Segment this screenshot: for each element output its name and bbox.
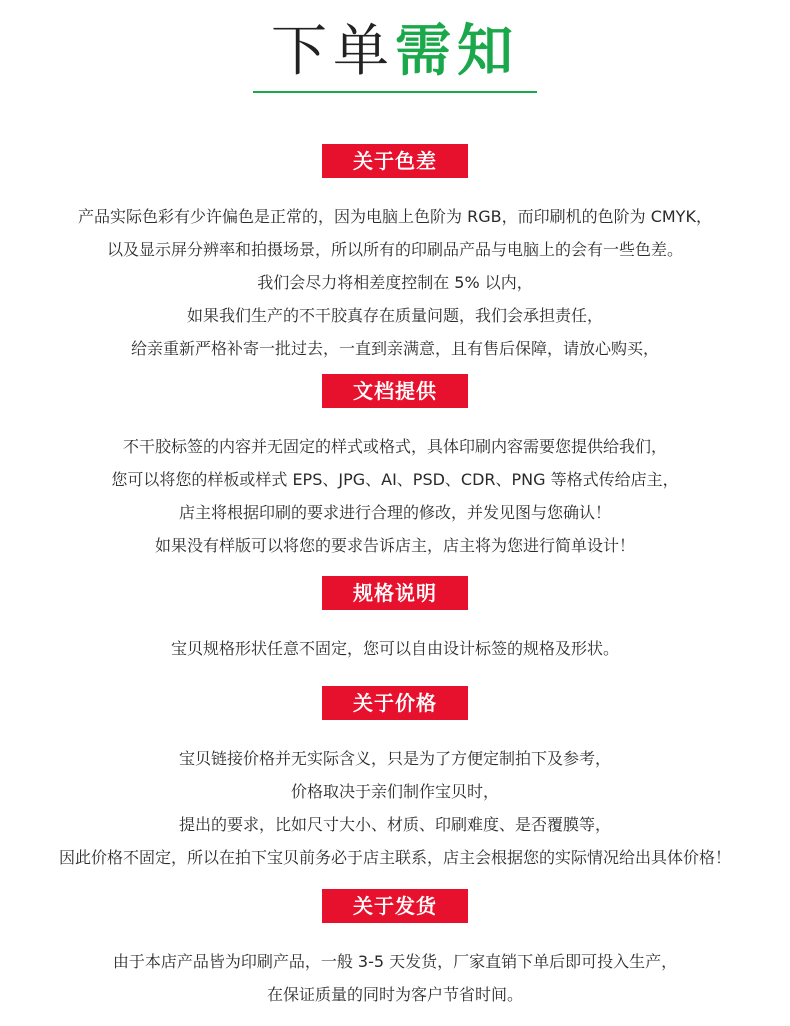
section-body: [0, 430, 790, 562]
body-line: 以及显示屏分辨率和拍摄场景，所以所有的印刷品产品与电脑上的会有一些色差。: [106, 240, 683, 259]
body-line: 宝贝链接价格并无实际含义，只是为了方便定制拍下及参考，: [178, 749, 611, 768]
title-part-1: 下单: [271, 19, 395, 84]
section-specifications: [0, 576, 790, 665]
body-line: 我们会尽力将相差度控制在 5% 以内，: [257, 273, 533, 292]
section-document-provision: [0, 374, 790, 562]
section-heading: 关于色差: [322, 144, 468, 178]
section-body: [0, 200, 790, 365]
body-line: 不干胶标签的内容并无固定的样式或格式，具体印刷内容需要您提供给我们，: [122, 437, 667, 456]
body-line: 店主将根据印刷的要求进行合理的修改，并发见图与您确认！: [178, 503, 611, 522]
section-body: [0, 742, 790, 874]
body-line: 宝贝规格形状任意不固定，您可以自由设计标签的规格及形状。: [170, 639, 619, 658]
section-heading: 关于发货: [322, 889, 468, 923]
section-shipping: [0, 889, 790, 1011]
body-line: 提出的要求，比如尺寸大小、材质、印刷难度、是否覆膜等，: [178, 815, 611, 834]
body-line: 给亲重新严格补寄一批过去，一直到亲满意，且有售后保障，请放心购买，: [130, 339, 659, 358]
page-title: [0, 18, 790, 86]
section-body: [0, 632, 790, 665]
section-pricing: [0, 686, 790, 874]
body-line: 价格取决于亲们制作宝贝时，: [290, 782, 499, 801]
body-line: 由于本店产品皆为印刷产品，一般 3-5 天发货，厂家直销下单后即可投入生产，: [112, 952, 678, 971]
title-underline: [253, 91, 537, 93]
body-line: 如果没有样版可以将您的要求告诉店主，店主将为您进行简单设计！: [154, 536, 635, 555]
section-body: [0, 945, 790, 1011]
section-heading: 规格说明: [322, 576, 468, 610]
body-line: 您可以将您的样板或样式 EPS、JPG、AI、PSD、CDR、PNG 等格式传给店主，: [111, 470, 679, 489]
section-color-difference: [0, 144, 790, 365]
body-line: 因此价格不固定，所以在拍下宝贝前务必于店主联系，店主会根据您的实际情况给出具体价格！: [58, 848, 731, 867]
body-line: 产品实际色彩有少许偏色是正常的，因为电脑上色阶为 RGB，而印刷机的色阶为 CMYK，: [78, 207, 712, 226]
body-line: 如果我们生产的不干胶真存在质量问题，我们会承担责任，: [186, 306, 603, 325]
section-heading: 关于价格: [322, 686, 468, 720]
title-part-2: 需知: [395, 19, 519, 84]
section-heading: 文档提供: [322, 374, 468, 408]
body-line: 在保证质量的同时为客户节省时间。: [266, 985, 523, 1004]
